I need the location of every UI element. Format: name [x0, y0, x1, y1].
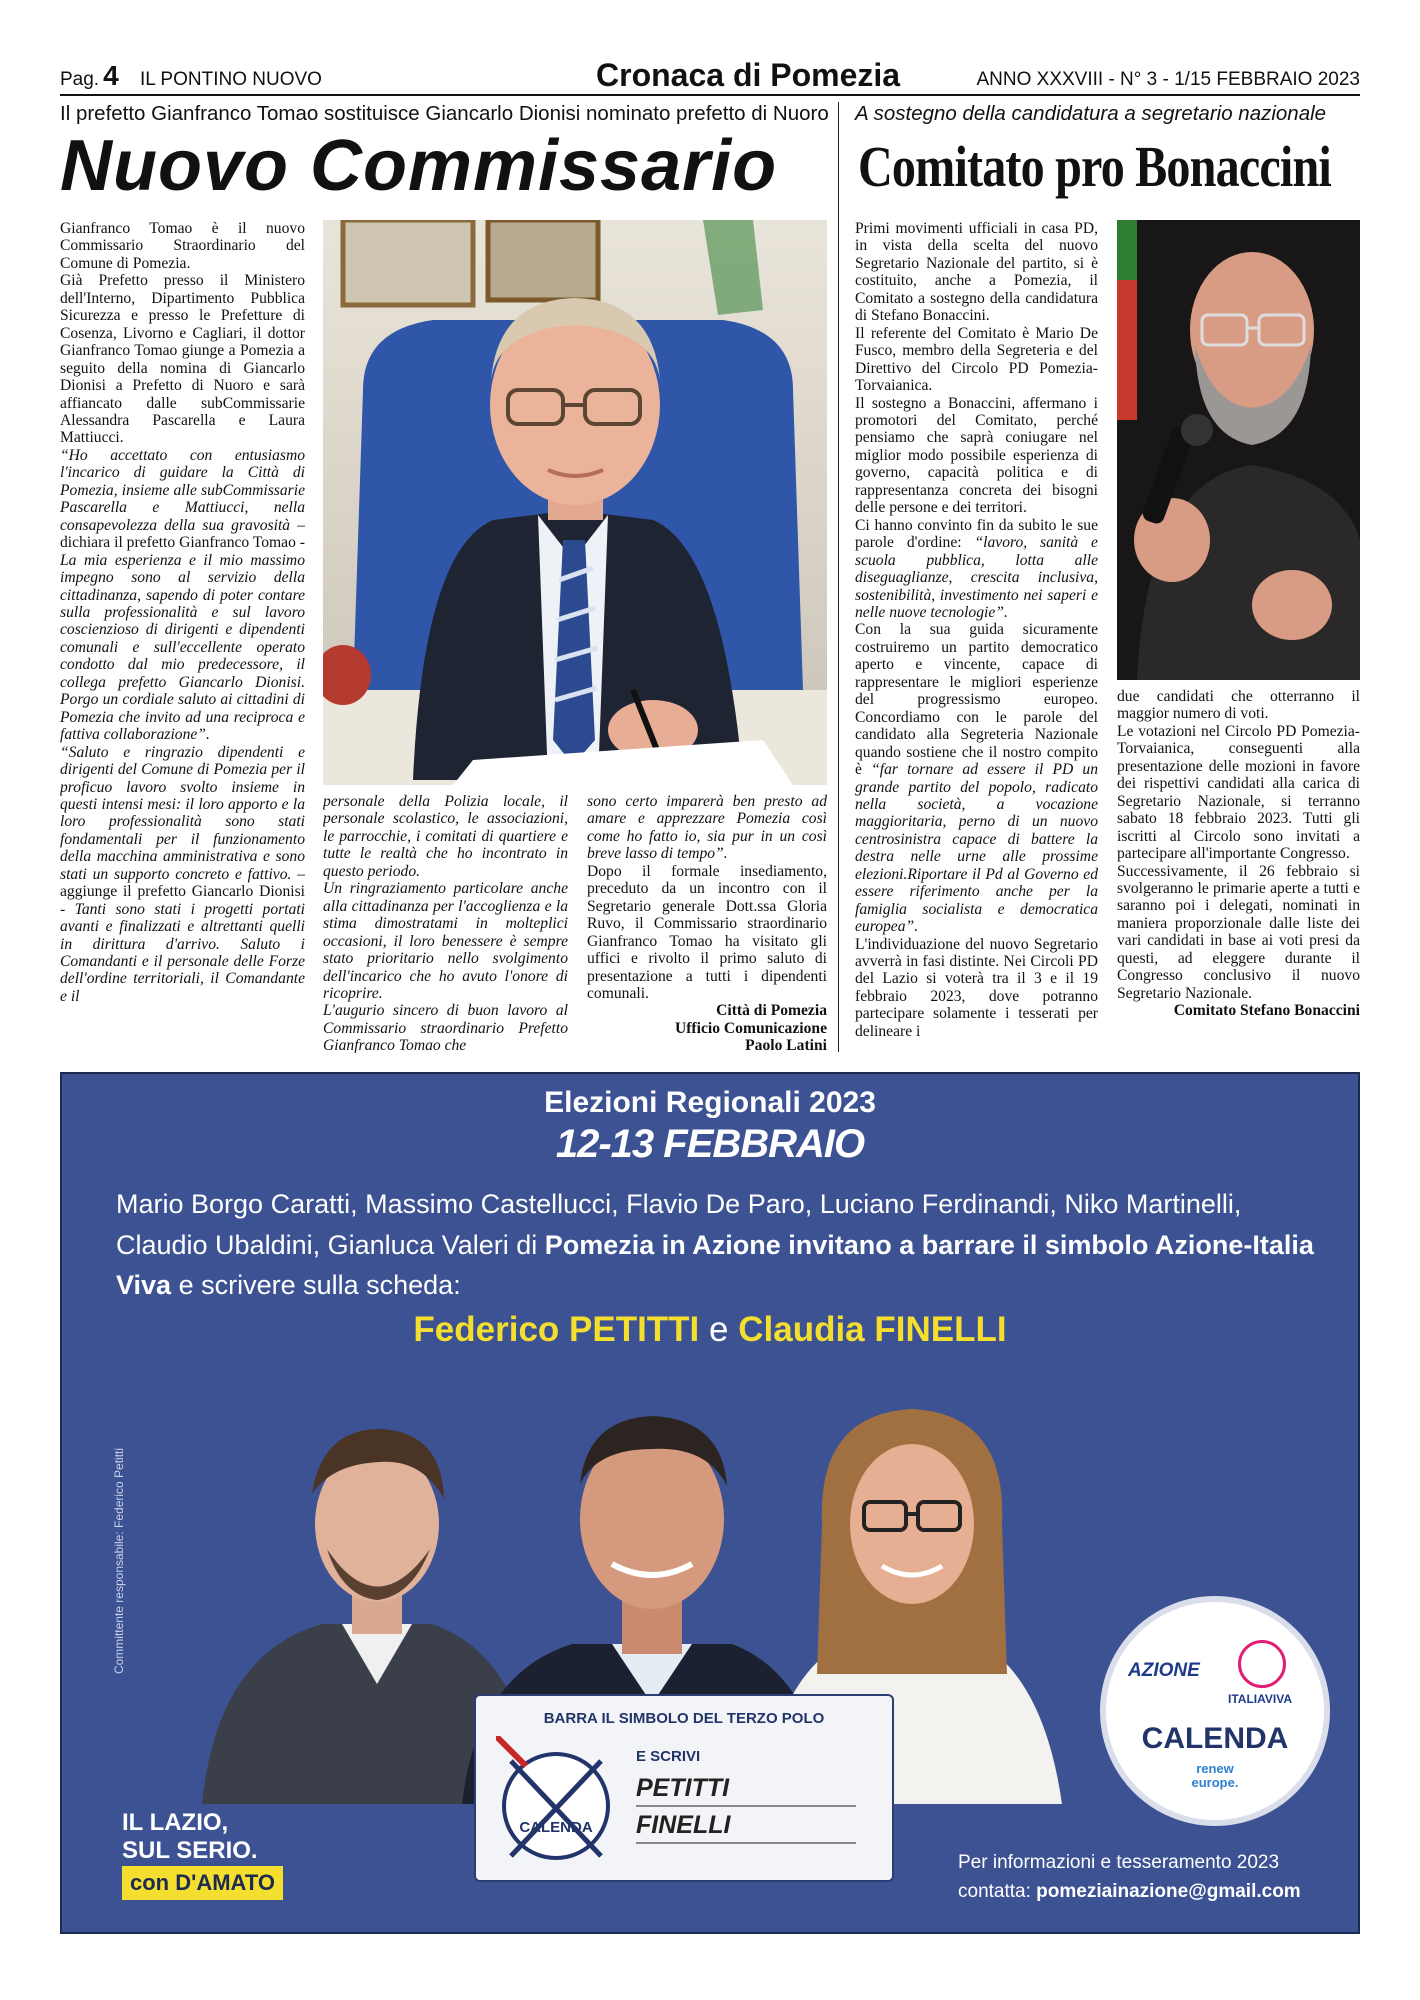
- article-paragraph: Già Prefetto presso il Ministero dell'Interno, Dipartimento Pubblica Sicurezza e presso le Prefetture di Cosenza, Livorno e Cagliari, il dottor Gianfranco Tomao giunge a Pomezia a seguito della nomina di Giancarlo Dionisi a Prefetto di Nuoro e sarà affiancato dalle subCommissarie Alessandra Pascarella e Laura Mattiucci.: [60, 272, 305, 447]
- ad-committente: Committente responsabile: Federico Petitti: [112, 1447, 127, 1675]
- ad-endorsers-names: Mario Borgo Caratti, Massimo Castellucci, Flavio De Paro, Luciano Ferdinandi, Niko Martinelli, Claudio Ubaldini, Gianluca Valeri di: [116, 1189, 1242, 1260]
- ad-slogan: [122, 1809, 258, 1864]
- article-paragraph: Un ringraziamento particolare anche alla cittadinanza per l'accoglienza e la stima dimostratami in molteplici occasioni, il loro benessere è sempre stato prioritario nello svolgimento dell'incarico che ho avuto l'onore di ricoprire.: [323, 880, 568, 1002]
- ad-info-line: Per informazioni e tesseramento 2023: [958, 1852, 1280, 1873]
- left-article-column-2: [323, 793, 568, 1053]
- article-paragraph: [855, 517, 1098, 622]
- article-paragraph: [855, 621, 1098, 935]
- ballot-name-1: PETITTI: [636, 1774, 856, 1807]
- article-paragraph: sono certo imparerà ben presto ad amare e apprezzare Pomezia così come ho fatto io, sia pur in un così breve lasso di tempo”.: [587, 793, 827, 863]
- ad-endorsers-text: [116, 1184, 1336, 1306]
- article-paragraph: L'individuazione del nuovo Segretario avverrà in fasi distinte. Nei Circoli PD del Lazio si voterà tra il 3 e il 19 febbraio 2023, dove potranno partecipare solamente i tesserati per delineare i: [855, 935, 1098, 1040]
- ad-slogan-line-2: SUL SERIO.: [122, 1836, 258, 1864]
- ad-endorsers-call: Pomezia in Azione invitano a barrare il simbolo Azione-Italia Viva: [116, 1229, 1314, 1300]
- bonaccini-portrait-illustration: [1117, 220, 1360, 680]
- article-text-run: “Ho accettato con entusiasmo l'incarico di guidare la Città di Pomezia, insieme alle subCommissarie Pascarella e Mattiucci, nella consapevolezza della sua gravosità: [60, 446, 305, 534]
- ballot-card: [474, 1694, 894, 1882]
- left-article-column-1: [60, 220, 305, 1050]
- section-title: Cronaca di Pomezia: [596, 57, 901, 93]
- article-text-run: “lavoro, sanità e scuola pubblica, lotta alle diseguaglianze, crescita inclusiva, sostenibilità, investimento nei saperi e nelle nuove tecnologie”.: [855, 534, 1098, 621]
- ad-contact-label: contatta:: [958, 1881, 1037, 1903]
- article-paragraph: Gianfranco Tomao è il nuovo Commissario Straordinario del Comune di Pomezia.: [60, 220, 305, 272]
- right-article-column-1: [855, 220, 1098, 1053]
- ballot-title: BARRA IL SIMBOLO DEL TERZO POLO: [543, 1710, 825, 1727]
- article-text-run: Ci hanno convinto fin da subito le sue parole d'ordine:: [855, 516, 1098, 552]
- page-number-block: [60, 60, 123, 92]
- logo-italiaviva: ITALIAVIVA: [1228, 1692, 1292, 1706]
- ballot-crossed-logo-icon: [496, 1736, 616, 1866]
- article-paragraph: personale della Polizia locale, il personale scolastico, le associazioni, le parrocchie, i comitati di quartiere e tutte le realtà che ho incontrato in questo periodo.: [323, 793, 568, 880]
- article-signature-line: Ufficio Comunicazione: [674, 1019, 827, 1037]
- candidate-1: Federico PETITTI: [413, 1310, 700, 1349]
- article-signature-line: Comitato Stefano Bonaccini: [1173, 1002, 1360, 1020]
- left-article-column-3: [587, 793, 827, 1053]
- article-paragraph: L'augurio sincero di buon lavoro al Commissario straordinario Prefetto Gianfranco Tomao che: [323, 1002, 568, 1053]
- right-article-headline: Comitato pro Bonaccini: [858, 134, 1331, 199]
- candidate-conj: e: [709, 1310, 729, 1349]
- newspaper-name: IL PONTINO NUOVO: [140, 69, 322, 90]
- ad-contact-line: [958, 1877, 1301, 1906]
- article-paragraph: Le votazioni nel Circolo PD Pomezia-Torvaianica, conseguenti alla presentazione delle mozioni in favore dei rispettivi candidati alla carica di Segretario Nazionale, si terranno sabato 18 febbraio 2023. Tutti gli iscritti al Circolo sono invitati a partecipare all'importante Congresso.: [1117, 722, 1360, 863]
- logo-renew-europe: [1106, 1762, 1324, 1789]
- left-article-kicker: Il prefetto Gianfranco Tomao sostituisce Giancarlo Dionisi nominato prefetto di Nuoro: [60, 102, 829, 125]
- article-signature-line: Paolo Latini: [745, 1037, 827, 1053]
- article-paragraph: due candidati che otterranno il maggior numero di voti.: [1117, 688, 1360, 723]
- article-paragraph: [60, 744, 305, 1006]
- azione-italiaviva-logo: [1100, 1596, 1330, 1826]
- ballot-name-2: FINELLI: [636, 1811, 856, 1844]
- column-divider: [838, 102, 839, 1052]
- page-header: [60, 58, 1360, 96]
- page-number: 4: [103, 60, 119, 91]
- election-advert: [60, 1072, 1360, 1934]
- prefetto-portrait-illustration: [323, 220, 827, 785]
- article-paragraph: [60, 447, 305, 744]
- logo-europe: europe.: [1191, 1774, 1239, 1790]
- article-paragraph: Successivamente, il 26 febbraio si svolgeranno le primarie aperte a tutti e saranno poi i delegati, nominati in maniera proporzionale dalle liste dei vari candidati in base ai voti presi da questi, ad eleggere durante il Congresso conclusivo il nuovo Segretario Nazionale.: [1117, 862, 1360, 1002]
- ad-title: Elezioni Regionali 2023: [544, 1086, 876, 1119]
- article-text-run: Tanti sono stati i progetti portati avanti e finalizzati e altrettanti quelli in dirittura d'arrivo. Saluto i Comandanti e il personale delle Forze dell'ordine territoriali, il Comandante e il: [60, 900, 305, 1005]
- logo-azione: AZIONE: [1128, 1660, 1200, 1681]
- article-paragraph: Dopo il formale insediamento, preceduto da un incontro con il Segretario generale Dott.ssa Gloria Ruvo, il Commissario straordinario Gianfranco Tomao ha visitato gli uffici e rivolto il primo saluto di presentazione a tutti i dipendenti comunali.: [587, 862, 827, 1002]
- ad-contact-info: [958, 1848, 1301, 1907]
- tomao-photo: [323, 220, 827, 785]
- page-label: Pag.: [60, 69, 100, 90]
- ad-date: 12-13 FEBBRAIO: [555, 1122, 865, 1166]
- candidate-2: Claudia FINELLI: [738, 1310, 1007, 1349]
- ad-damato-badge: con D'AMATO: [122, 1866, 283, 1900]
- left-article-headline: Nuovo Commissario: [60, 126, 778, 206]
- article-text-run: “far tornare ad essere il PD un grande partito del popolo, radicato nella società, a vocazione maggioritaria, perno di un nuovo centrosinistra capace di battere la destra nelle urne alle prossime elezioni.Riportare il Pd al Governo ed essere riferimento anche per la famiglia socialista e democratica europea”.: [855, 761, 1098, 936]
- ad-endorsers-end: e scrivere sulla scheda:: [171, 1270, 461, 1300]
- article-paragraph: Primi movimenti ufficiali in casa PD, in vista della scelta del nuovo Segretario Nazionale del partito, si è costituito, anche a Pomezia, il Comitato a sostegno della candidatura di Stefano Bonaccini.: [855, 220, 1098, 325]
- ballot-logo-text: CALENDA: [519, 1819, 593, 1836]
- right-article-column-2: [1117, 688, 1360, 1053]
- article-text-run: – dichiara il prefetto Gianfranco Tomao -: [60, 516, 305, 552]
- article-signature-line: Città di Pomezia: [716, 1002, 827, 1020]
- article-text-run: “Saluto e ringrazio dipendenti e dirigenti del Comune di Pomezia per il proficuo lavoro svolto insieme in questi intensi mesi: il loro apporto e la loro professionalità sono stati fondamentali per il funzionamento della macchina amministrativa e sono stati un supporto concreto e fattivo.: [60, 743, 305, 883]
- ad-candidates: [62, 1310, 1358, 1350]
- article-paragraph: Il sostegno a Bonaccini, affermano i promotori del Comitato, perché pensiamo che saprà coniugare nel miglior modo possibile esperienza di governo, capacità politica e di rappresentanza concreta dei bisogni delle persone e dei territori.: [855, 394, 1098, 517]
- ad-slogan-line-1: IL LAZIO,: [122, 1809, 229, 1836]
- article-paragraph: Il referente del Comitato è Mario De Fusco, membro della Segreteria e del Direttivo del Circolo PD Pomezia-Torvaianica.: [855, 324, 1098, 395]
- italiaviva-mark-icon: [1238, 1640, 1286, 1688]
- issue-info: ANNO XXXVIII - N° 3 - 1/15 FEBBRAIO 2023: [976, 69, 1360, 90]
- ad-contact-email[interactable]: pomeziainazione@gmail.com: [1036, 1881, 1301, 1903]
- article-text-run: – aggiunge il prefetto Giancarlo Dionisi -: [60, 865, 305, 918]
- bonaccini-photo: [1117, 220, 1360, 680]
- article-text-run: La mia esperienza e il mio massimo impegno sono al servizio della cittadinanza, sapendo di poter contare sulla professionalità e sul lavoro coscienzioso di dirigenti e dipendenti comunali e sull'eccellente operato condotto dal mio predecessore, il collega prefetto Giancarlo Dionisi. Porgo un cordiale saluto ai cittadini di Pomezia che invito ad una reciproca e fattiva collaborazione”.: [60, 551, 305, 744]
- logo-calenda: CALENDA: [1141, 1722, 1289, 1755]
- article-text-run: Con la sua guida sicuramente costruiremo un partito democratico aperto e vincente, capace di rappresentare le migliori esperienze del progressismo europeo. Concordiamo con le parole del candidato alla Segreteria Nazionale quando sostiene che il nostro compito è: [855, 621, 1098, 779]
- ballot-scrivi: E SCRIVI: [636, 1748, 701, 1765]
- right-article-kicker: A sostegno della candidatura a segretario nazionale: [855, 102, 1327, 125]
- logo-renew: renew: [1196, 1761, 1234, 1776]
